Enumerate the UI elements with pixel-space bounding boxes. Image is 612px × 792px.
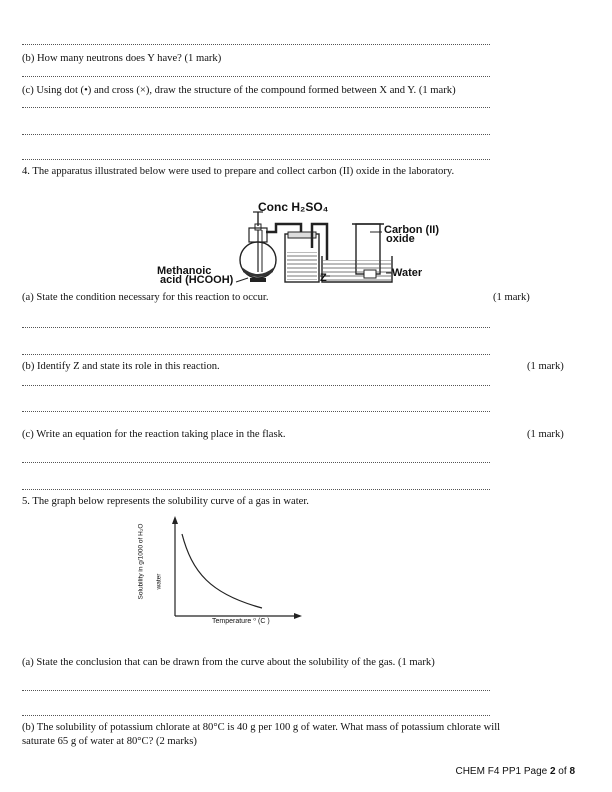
label-z: Z — [320, 272, 327, 284]
graph-xlabel: Temperature ⁰ (C ) — [212, 618, 270, 625]
answer-line — [22, 134, 490, 135]
label-hcooh: acid (HCOOH) — [160, 274, 234, 286]
answer-line — [22, 354, 490, 355]
graph-ylabel: Solubility in g/1000 of H₂O — [137, 523, 145, 600]
footer-total: 8 — [569, 766, 575, 777]
label-oxide: oxide — [386, 233, 415, 245]
answer-line — [22, 327, 490, 328]
footer-of: of — [555, 766, 570, 777]
page-footer — [455, 766, 575, 777]
footer-prefix: CHEM F4 PP1 Page — [455, 766, 550, 777]
q4-c-text: (c) Write an equation for the reaction taking place in the flask. — [22, 429, 286, 440]
answer-line — [22, 44, 490, 45]
answer-line — [22, 462, 490, 463]
footer-page: 2 — [549, 766, 556, 777]
q3-b-text: (b) How many neutrons does Y have? (1 mark) — [22, 53, 222, 64]
answer-line — [22, 76, 490, 77]
answer-line — [22, 489, 490, 490]
q4-c-mark: (1 mark) — [527, 429, 564, 440]
q4-b-text: (b) Identify Z and state its role in this reaction. — [22, 361, 220, 372]
answer-line — [22, 690, 490, 691]
q4-a-text: (a) State the condition necessary for this reaction to occur. — [22, 292, 269, 303]
label-conc-h2so4: Conc H₂SO₄ — [258, 200, 329, 214]
graph-ylabel-water: water — [155, 573, 163, 590]
q4-b-mark: (1 mark) — [527, 361, 564, 372]
label-water: Water — [392, 267, 423, 279]
q4-stem: 4. The apparatus illustrated below were used to prepare and collect carbon (II) oxide in the laboratory. — [22, 166, 455, 177]
q4-a-mark: (1 mark) — [493, 292, 530, 303]
answer-line — [22, 159, 490, 160]
label-methanoic: Methanoic — [157, 265, 212, 277]
solubility-graph — [0, 512, 612, 632]
q3-c-text: (c) Using dot (•) and cross (×), draw the structure of the compound formed between X and Y. (1 mark) — [22, 85, 456, 96]
answer-line — [22, 107, 490, 108]
label-carbon-oxide: Carbon (II) — [384, 224, 439, 236]
answer-line — [22, 385, 490, 386]
q5-stem: 5. The graph below represents the solubility curve of a gas in water. — [22, 496, 309, 507]
q5-a-text: (a) State the conclusion that can be drawn from the curve about the solubility of the gas. (1 mark) — [22, 657, 435, 668]
answer-line — [22, 411, 490, 412]
answer-line — [22, 715, 490, 716]
q5-b-line2: saturate 65 g of water at 80°C? (2 marks) — [22, 736, 197, 747]
q5-b-line1: (b) The solubility of potassium chlorate at 80°C is 40 g per 100 g of water. What mass of potassium chlorate will — [22, 722, 501, 733]
solubility-curve — [182, 534, 262, 608]
